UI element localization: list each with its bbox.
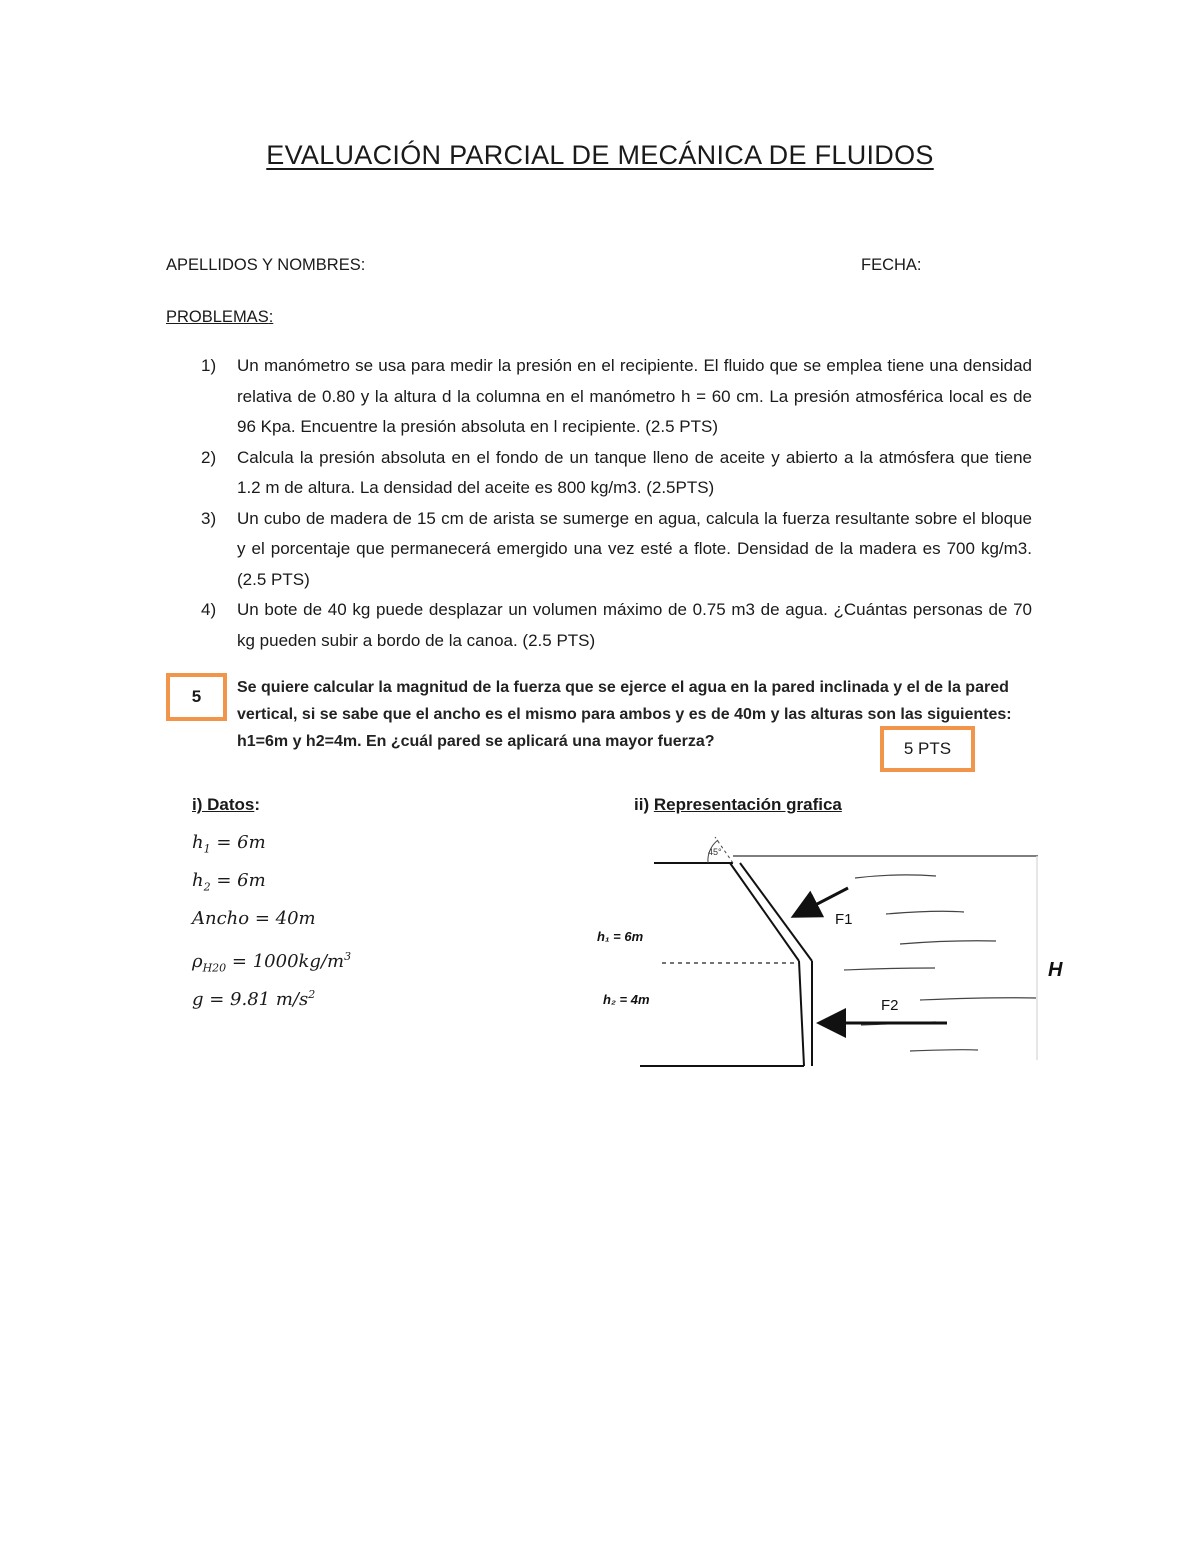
f1-label: F1 — [835, 911, 853, 928]
datos-list — [192, 828, 351, 1018]
dato-value: g = 9.81 m/s — [192, 989, 309, 1010]
dato-item — [192, 904, 351, 942]
problem-text: Un manómetro se usa para medir la presión en el recipiente. El fluido que se emplea tiene una densidad relativa de 0.80 y la altura d la columna en el manómetro h = 60 cm. La presión atmosférica local es de 96 Kpa. Encuentre la presión absoluta en l recipiente. (2.5 PTS) — [237, 356, 1032, 436]
problem-item — [166, 595, 1032, 656]
question5-number: 5 — [191, 687, 202, 706]
datos-heading-colon: : — [254, 795, 261, 814]
question5-text: Se quiere calcular la magnitud de la fuerza que se ejerce el agua en la pared inclinada y el de la pared vertical, si se sabe que el ancho es el mismo para ambos y es de 40m y las alturas son las siguientes: h1=6m y h2=4m. En ¿cuál pared se aplicará una mayor fuerza? — [237, 679, 1012, 750]
diagram-heading — [634, 795, 842, 815]
dato-value: = 6m — [210, 832, 266, 853]
problem-text: Un bote de 40 kg puede desplazar un volumen máximo de 0.75 m3 de agua. ¿Cuántas personas de 70 kg pueden subir a bordo de la canoa. (2.5 PTS) — [237, 600, 1032, 650]
dato-item — [192, 866, 351, 904]
problem-item — [166, 443, 1032, 504]
dato-superscript: 2 — [308, 988, 316, 1001]
problems-heading — [166, 308, 273, 327]
problem-number: 3) — [201, 508, 217, 528]
h1-label: h₁ = 6m — [597, 929, 644, 944]
dato-item — [192, 980, 351, 1018]
diagram-heading-text: Representación grafica — [653, 795, 842, 814]
problems-heading-colon: : — [268, 308, 274, 326]
problems-list — [166, 351, 1032, 656]
h2-label: h₂ = 4m — [603, 992, 650, 1007]
problem-item — [166, 351, 1032, 443]
dato-subscript: 2 — [203, 880, 211, 894]
dato-value: Ancho = 40m — [192, 908, 316, 929]
date-field-label: FECHA: — [861, 256, 922, 274]
problem-item — [166, 504, 1032, 596]
inclined-wall-outer — [730, 863, 799, 961]
problem-text: Calcula la presión absoluta en el fondo de un tanque lleno de aceite y abierto a la atmósfera que tiene 1.2 m de altura. La densidad del aceite es 800 kg/m3. (2.5PTS) — [237, 447, 1032, 497]
problem-number: 2) — [201, 447, 217, 467]
datos-heading — [192, 795, 260, 815]
datos-heading-text: i) Datos — [192, 795, 255, 814]
angle-label: 45° — [708, 847, 722, 857]
dato-subscript: 1 — [203, 842, 211, 856]
water-wave-lines — [844, 875, 1036, 1051]
problem-text: Un cubo de madera de 15 cm de arista se sumerge en agua, calcula la fuerza resultante sobre el bloque y el porcentaje que permanecerá emergido una vez esté a flote. Densidad de la madera es 700 kg/m3. (2.5 PTS) — [237, 508, 1032, 589]
question5-points: 5 PTS — [903, 739, 952, 758]
question5-number-box — [166, 673, 227, 721]
dato-symbol: h — [192, 870, 204, 891]
name-field-label: APELLIDOS Y NOMBRES: — [166, 256, 366, 274]
problems-heading-text: PROBLEMAS — [166, 308, 269, 326]
dato-superscript: 3 — [344, 950, 352, 963]
dato-item — [192, 942, 351, 980]
dato-value: = 1000kg/m — [226, 951, 345, 972]
dato-symbol: h — [192, 832, 204, 853]
dato-subscript: H20 — [202, 961, 227, 975]
page-title: EVALUACIÓN PARCIAL DE MECÁNICA DE FLUIDOS — [266, 140, 934, 170]
question5-points-box — [880, 726, 975, 772]
dato-item — [192, 828, 351, 866]
f2-label: F2 — [881, 997, 899, 1014]
wall-pressure-diagram — [590, 820, 1063, 1080]
problem-number: 1) — [201, 356, 217, 375]
dato-symbol: ρ — [192, 951, 203, 972]
H-label: H — [1048, 959, 1063, 981]
diagram-heading-prefix: ii) — [634, 795, 654, 814]
problem-number: 4) — [201, 600, 217, 619]
vertical-wall-outer — [799, 961, 804, 1066]
dato-value: = 6m — [210, 870, 266, 891]
